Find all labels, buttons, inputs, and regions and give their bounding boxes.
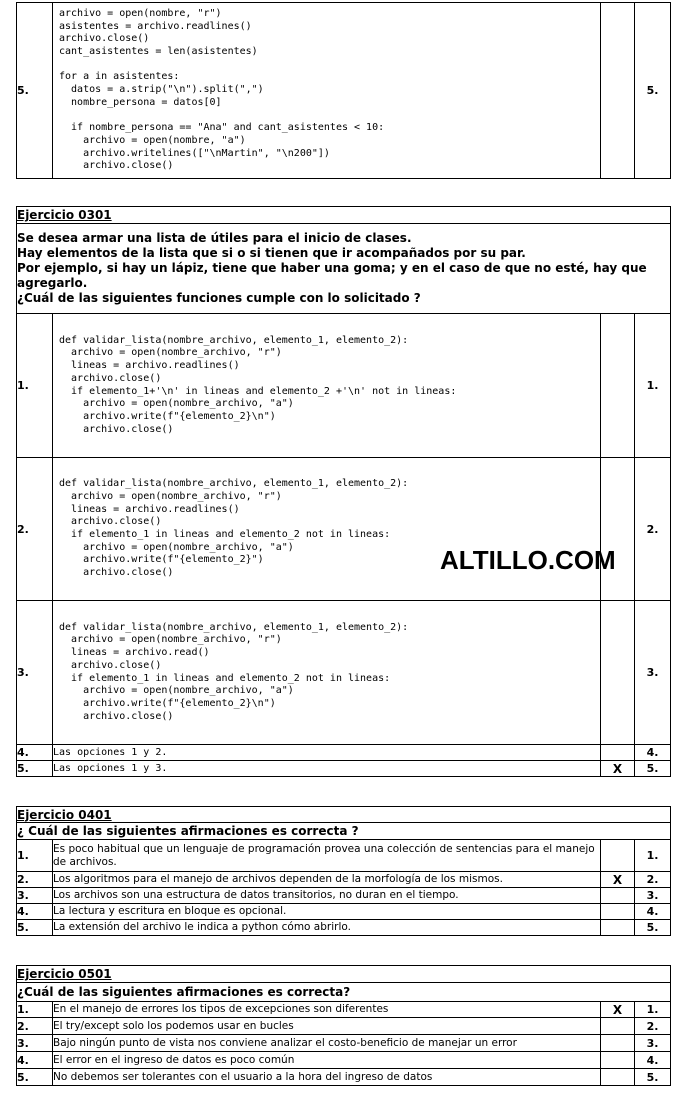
answer-mark xyxy=(600,1052,634,1069)
option-number-right: 1. xyxy=(634,840,670,872)
option-row xyxy=(17,872,671,888)
option-number-right: 5. xyxy=(635,3,671,179)
option-text: La extensión del archivo le indica a python cómo abrirlo. xyxy=(53,920,601,936)
option-number: 5. xyxy=(17,920,53,936)
exercise-0501-table xyxy=(16,965,671,1086)
option-row xyxy=(17,1018,671,1035)
option-number: 2. xyxy=(17,458,53,601)
option-row xyxy=(17,840,671,872)
option-number-right: 5. xyxy=(634,1069,670,1086)
option-number: 1. xyxy=(17,314,53,458)
exercise-title: Ejercicio 0301 xyxy=(17,207,671,224)
option-row xyxy=(17,1052,671,1069)
option-number: 5. xyxy=(17,3,53,179)
statement-line: ¿Cuál de las siguientes funciones cumple con lo solicitado ? xyxy=(17,291,421,305)
option-row xyxy=(17,314,671,458)
exercise-title: Ejercicio 0501 xyxy=(17,966,671,983)
option-number-right: 5. xyxy=(634,920,670,936)
option-number: 5. xyxy=(17,761,53,777)
option-number: 4. xyxy=(17,1052,53,1069)
statement-line: Hay elementos de la lista que si o si tienen que ir acompañados por su par. xyxy=(17,246,526,260)
option-code: def validar_lista(nombre_archivo, elemento_1, elemento_2): archivo = open(nombre_archivo, "r") lineas = archivo.readlines() archivo.close() if elemento_1 in lineas and elemento_2 not in lineas: archivo = open(nombre_archivo, "a") archivo.write(f"{elemento_2}") archivo.close() xyxy=(59,478,409,579)
option-number-right: 1. xyxy=(634,1002,670,1018)
option-text: Los algoritmos para el manejo de archivos dependen de la morfología de los mismos. xyxy=(53,872,601,888)
answer-mark: X xyxy=(600,761,634,777)
option-number-right: 5. xyxy=(634,761,670,777)
option-text: Bajo ningún punto de vista nos conviene analizar el costo-beneficio de manejar un error xyxy=(53,1035,601,1052)
option-number: 2. xyxy=(17,872,53,888)
option-text: Es poco habitual que un lenguaje de programación provea una colección de sentencias para el manejo de archivos. xyxy=(53,840,601,872)
option-text: La lectura y escritura en bloque es opcional. xyxy=(53,904,601,920)
option-row xyxy=(17,745,671,761)
option-number-right: 2. xyxy=(634,458,670,601)
exercise-0401-table xyxy=(16,806,671,936)
option-text: El error en el ingreso de datos es poco común xyxy=(53,1052,601,1069)
option-number: 1. xyxy=(17,1002,53,1018)
answer-mark: X xyxy=(600,1002,634,1018)
option-number: 2. xyxy=(17,1018,53,1035)
option-number: 5. xyxy=(17,1069,53,1086)
answer-mark xyxy=(600,1035,634,1052)
option-row xyxy=(17,904,671,920)
exercise-statement xyxy=(17,224,671,314)
answer-mark xyxy=(600,840,634,872)
answer-mark xyxy=(601,3,635,179)
previous-question-table xyxy=(16,2,671,179)
option-row xyxy=(17,761,671,777)
option-text: Las opciones 1 y 3. xyxy=(53,761,601,777)
option-number-right: 4. xyxy=(634,904,670,920)
option-row xyxy=(17,920,671,936)
answer-mark xyxy=(600,458,634,601)
option-row xyxy=(17,3,671,179)
option-number-right: 4. xyxy=(634,1052,670,1069)
option-number-right: 2. xyxy=(634,872,670,888)
watermark-logo: ALTILLO.COM xyxy=(440,545,616,575)
option-number-right: 3. xyxy=(634,601,670,745)
statement-line: Se desea armar una lista de útiles para el inicio de clases. xyxy=(17,231,412,245)
exercise-question: ¿Cuál de las siguientes afirmaciones es correcta? xyxy=(17,983,671,1002)
option-row xyxy=(17,1069,671,1086)
exercise-question: ¿ Cuál de las siguientes afirmaciones es correcta ? xyxy=(17,823,671,840)
option-row xyxy=(17,1002,671,1018)
option-code: def validar_lista(nombre_archivo, elemento_1, elemento_2): archivo = open(nombre_archivo, "r") lineas = archivo.readlines() archivo.close() if elemento_1+'\n' in lineas and elemento_2 +'\n' not in lineas: archivo = open(nombre_archivo, "a") archivo.write(f"{elemento_2}\n") archivo.close() xyxy=(59,334,457,435)
option-code: archivo = open(nombre, "r") asistentes = archivo.readlines() archivo.close() cant_asistentes = len(asistentes) for a in asistentes: datos = a.strip("\n").split(",") nombre_persona = datos[0] if nombre_persona == "Ana" and cant_asistentes < 10: archivo = open(nombre, "a") archivo.writelines(["\nMartin", "\n200"]) archivo.close() xyxy=(59,7,385,172)
option-number-right: 3. xyxy=(634,888,670,904)
answer-mark xyxy=(600,314,634,458)
option-code: def validar_lista(nombre_archivo, elemento_1, elemento_2): archivo = open(nombre_archivo, "r") lineas = archivo.read() archivo.close() if elemento_1 in lineas and elemento_2 not in lineas: archivo = open(nombre_archivo, "a") archivo.write(f"{elemento_2}\n") archivo.close() xyxy=(59,621,409,722)
answer-mark xyxy=(600,601,634,745)
option-text: El try/except solo los podemos usar en bucles xyxy=(53,1018,601,1035)
answer-mark xyxy=(600,1018,634,1035)
option-row xyxy=(17,888,671,904)
option-number: 1. xyxy=(17,840,53,872)
answer-mark xyxy=(600,1069,634,1086)
option-number-right: 4. xyxy=(634,745,670,761)
option-row xyxy=(17,1035,671,1052)
answer-mark xyxy=(600,745,634,761)
option-text: En el manejo de errores los tipos de excepciones son diferentes xyxy=(53,1002,601,1018)
answer-mark xyxy=(600,888,634,904)
option-number: 3. xyxy=(17,601,53,745)
option-number: 4. xyxy=(17,904,53,920)
option-text: Los archivos son una estructura de datos transitorios, no duran en el tiempo. xyxy=(53,888,601,904)
option-text: Las opciones 1 y 2. xyxy=(53,745,601,761)
option-number-right: 2. xyxy=(634,1018,670,1035)
statement-line: Por ejemplo, si hay un lápiz, tiene que haber una goma; y en el caso de que no esté, hay que agregarlo. xyxy=(17,261,647,290)
answer-mark xyxy=(600,904,634,920)
answer-mark xyxy=(600,920,634,936)
exercise-0301-table xyxy=(16,206,671,777)
option-number: 3. xyxy=(17,888,53,904)
option-number-right: 3. xyxy=(634,1035,670,1052)
exercise-title: Ejercicio 0401 xyxy=(17,807,671,823)
option-text: No debemos ser tolerantes con el usuario a la hora del ingreso de datos xyxy=(53,1069,601,1086)
option-number: 4. xyxy=(17,745,53,761)
answer-mark: X xyxy=(600,872,634,888)
option-number-right: 1. xyxy=(634,314,670,458)
option-number: 3. xyxy=(17,1035,53,1052)
option-row xyxy=(17,601,671,745)
option-row xyxy=(17,458,671,601)
